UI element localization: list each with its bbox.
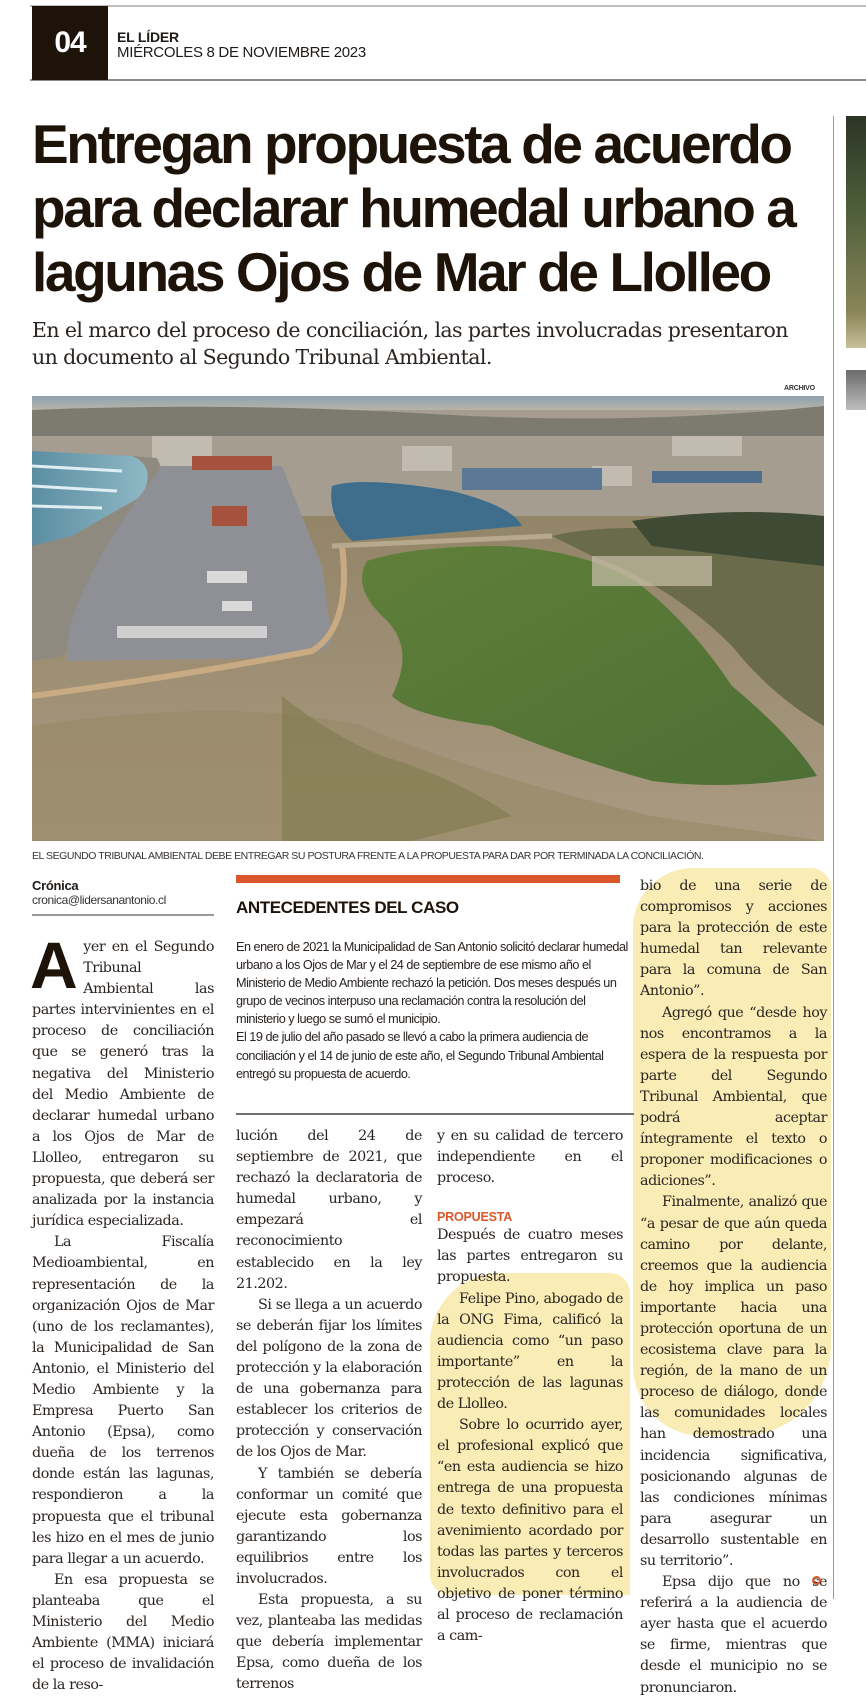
paragraph: Y también se debería conformar un comité que ejecute esta gobernanza garantizando los equilibrios entre los involucrados. — [236, 1465, 422, 1587]
headline: Entregan propuesta de acuerdo para declarar humedal urbano a lagunas Ojos de Mar de Llolleo — [32, 113, 795, 303]
adjacent-article-photo — [846, 116, 866, 348]
header-top-rule — [30, 5, 866, 7]
drop-cap: A — [30, 928, 78, 1002]
paragraph: bio de una serie de compromisos y acciones para la protección de este humedal tan relevante para la comuna de San Antonio”. — [640, 878, 827, 1000]
byline-rule — [32, 914, 214, 916]
adjacent-article-photo-small — [846, 370, 866, 410]
body-column-4 — [640, 876, 827, 1699]
sidebar-paragraph: En enero de 2021 la Municipalidad de San Antonio solicitó declarar humedal urbano a los Ojos de Mar y el 24 de septiembre de ese mismo año el Ministerio de Medio Ambiente rechazó la petición. Dos meses después un grupo de vecinos interpuso una reclamación contra la resolución del ministerio y luego se sumó el municipio. — [236, 940, 628, 1027]
sidebar-paragraph: El 19 de julio del año pasado se llevó a cabo la primera audiencia de conciliación y el 14 de junio de este año, el Segundo Tribunal Ambiental entregó su propuesta de acuerdo. — [236, 1030, 604, 1081]
column-divider — [833, 116, 834, 1599]
page-number: 04 — [32, 6, 108, 80]
body-column-2 — [236, 1126, 422, 1696]
paragraph: Después de cuatro meses las partes entregaron su propuesta. — [437, 1227, 623, 1286]
photo-caption: EL SEGUNDO TRIBUNAL AMBIENTAL DEBE ENTREGAR SU POSTURA FRENTE A LA PROPUESTA PARA DAR POR TERMINADA LA CONCILIACIÓN. — [32, 850, 704, 862]
paragraph: Agregó que “desde hoy nos encontramos a la espera de la respuesta por parte del Segundo Tribunal Ambiental, que podrá aceptar íntegramente el texto o proponer modificaciones o adiciones”. — [640, 1004, 827, 1190]
paragraph: Esta propuesta, a su vez, planteaba las medidas que debería implementar Epsa, como dueña de los terrenos — [236, 1592, 422, 1693]
body-column-1 — [30, 928, 214, 1696]
paragraph: En esa propuesta se planteaba que el Ministerio del Medio Ambiente (MMA) iniciará el proceso de invalidación de la reso- — [32, 1571, 214, 1694]
subhead-propuesta: PROPUESTA — [437, 1210, 513, 1225]
sidebar-bottom-rule — [236, 1113, 634, 1115]
deck-subtitle: En el marco del proceso de conciliación, las partes involucradas presentaron un documento al Segundo Tribunal Ambiental. — [32, 318, 788, 369]
sidebar-text — [236, 938, 636, 1083]
aerial-photo-lagoons — [32, 396, 824, 841]
sidebar-accent-bar — [236, 875, 620, 883]
paragraph: Sobre lo ocurrido ayer, el profesional explicó que “en esta audiencia se hizo entrega de una propuesta de texto definitivo para el avenimiento acordado por todas las partes y terceros involucrados con el objetivo de poner término al proceso de reclamación a cam- — [437, 1417, 623, 1645]
paragraph: y en su calidad de tercero independiente en el proceso. — [437, 1128, 623, 1187]
paragraph: yer en el Segundo Tribunal Ambiental las partes intervinientes en el proceso de conciliación que se generó tras la negativa del Ministerio del Medio Ambiente de declarar humedal urbano a los Ojos de Mar de Llolleo, entregaron su propuesta, que deberá ser analizada por la instancia jurídica especializada. — [32, 939, 214, 1230]
byline-section: Crónica — [32, 878, 79, 893]
paragraph: Finalmente, analizó que “a pesar de que aún queda camino por delante, creemos que la audiencia de hoy implica un paso importante hacia una protección oportuna de un ecosistema clave para la región, de la mano de un proceso de diálogo, donde las comunidades locales han demostrado una incidencia significativa, posicionando algunas de las condiciones mínimas para asegurar un desarrollo sustentable en su territorio”. — [640, 1194, 827, 1569]
byline-email[interactable]: cronica@lidersanantonio.cl — [32, 893, 166, 907]
paragraph: La Fiscalía Medioambiental, en representación de la organización Ojos de Mar (uno de los reclamantes), la Municipalidad de San Antonio, el Ministerio del Medio Ambiente y la Empresa Puerto San Antonio (Epsa), como dueña de los terrenos donde están las lagunas, respondieron a la propuesta que el tribunal les hizo en el mes de junio para llegar a un acuerdo. — [32, 1234, 214, 1567]
publication-date: MIÉRCOLES 8 DE NOVIEMBRE 2023 — [117, 44, 366, 61]
end-of-article-icon — [812, 1576, 821, 1585]
newspaper-name: EL LÍDER — [117, 29, 179, 45]
body-column-3 — [437, 1126, 623, 1647]
sidebar-title: ANTECEDENTES DEL CASO — [236, 898, 459, 917]
paragraph: Si se llega a un acuerdo se deberán fijar los límites del polígono de la zona de protección y la elaboración de una gobernanza para establecer los criterios de protección y conservación de los Ojos de Mar. — [236, 1296, 422, 1461]
header-bottom-rule — [30, 79, 866, 81]
paragraph: Felipe Pino, abogado de la ONG Fima, calificó la audiencia como “un paso importante” en la protección de las lagunas de Llolleo. — [437, 1290, 623, 1413]
paragraph: Epsa dijo que no se referirá a la audiencia de ayer hasta que el acuerdo se firme, mientras que desde el municipio no se pronunciaron. — [640, 1574, 827, 1696]
paragraph: lución del 24 de septiembre de 2021, que rechazó la declaratoria de humedal urbano, y empezará el reconocimiento establecido en la ley 21.202. — [236, 1128, 422, 1292]
photo-credit: ARCHIVO — [784, 385, 815, 392]
